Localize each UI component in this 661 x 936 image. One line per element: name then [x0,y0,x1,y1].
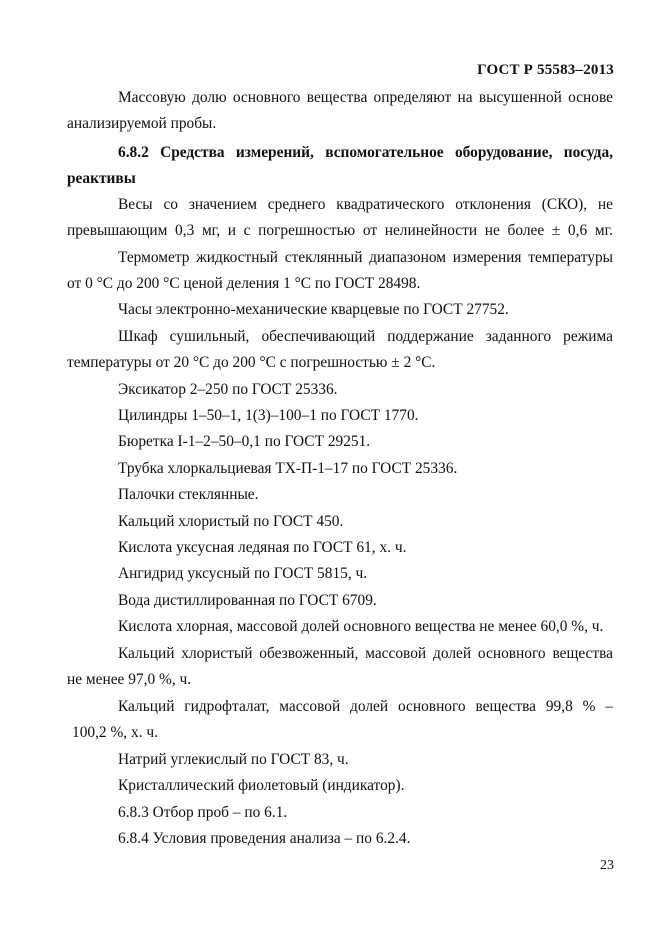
text-line-distilled-water: Вода дистиллированная по ГОСТ 6709. [118,592,377,609]
text-line-anhydrous-cacl-cont: не менее 97,0 %, ч. [67,671,192,688]
section-6-8-3: 6.8.3 Отбор проб – по 6.1. [118,804,288,821]
text-line-cylinders: Цилиндры 1–50–1, 1(3)–100–1 по ГОСТ 1770. [118,407,419,424]
text-line-tube: Трубка хлоркальциевая ТХ-П-1–17 по ГОСТ 25336. [118,460,458,477]
section-heading-6-8-2-cont: реактивы [67,170,136,187]
text-line-scales: Весы со значением среднего квадратического отклонения (СКО), не [118,196,613,213]
text-line-acetic-anhydride: Ангидрид уксусный по ГОСТ 5815, ч. [118,565,368,582]
page-number: 23 [600,858,614,873]
text-line-sodium-carbonate: Натрий углекислый по ГОСТ 83, ч. [118,751,349,768]
document-header-gost: ГОСТ Р 55583–2013 [477,62,614,78]
text-line-thermometer-cont: от 0 °С до 200 °С ценой деления 1 °С по ГОСТ 28498. [67,275,421,292]
text-line-desiccator: Эксикатор 2–250 по ГОСТ 25336. [118,381,338,398]
text-line-anhydrous-cacl: Кальций хлористый обезвоженный, массовой долей основного вещества [118,645,613,662]
text-line-oven: Шкаф сушильный, обеспечивающий поддержание заданного режима [118,328,613,345]
text-line-hydrophthalate-cont: 100,2 %, х. ч. [72,724,158,741]
text-line-glass-rods: Палочки стеклянные. [118,486,259,503]
text-line-2: анализируемой пробы. [67,115,217,132]
text-line-acetic-acid: Кислота уксусная ледяная по ГОСТ 61, х. ч. [118,539,407,556]
text-line-perchloric-acid: Кислота хлорная, массовой долей основного вещества не менее 60,0 %, ч. [118,618,604,635]
text-line-burette: Бюретка I-1–2–50–0,1 по ГОСТ 29251. [118,433,371,450]
text-line-crystal-violet: Кристаллический фиолетовый (индикатор). [118,777,405,794]
text-line-scales-cont: превышающим 0,3 мг, и с погрешностью от нелинейности не более ± 0,6 мг. [67,222,613,239]
text-line-oven-cont: температуры от 20 °С до 200 °С с погрешностью ± 2 °С. [67,354,436,371]
text-line-thermometer: Термометр жидкостный стеклянный диапазоном измерения температуры [118,249,613,266]
text-line-clock: Часы электронно-механические кварцевые по ГОСТ 27752. [118,301,509,318]
text-line-hydrophthalate: Кальций гидрофталат, массовой долей основного вещества 99,8 % – [118,698,613,715]
text-line-1: Массовую долю основного вещества определяют на высушенной основе [118,89,613,106]
text-line-calcium-chloride: Кальций хлористый по ГОСТ 450. [118,513,344,530]
section-6-8-4: 6.8.4 Условия проведения анализа – по 6.2.4. [118,830,411,847]
section-heading-6-8-2: 6.8.2 Средства измерений, вспомогательное оборудование, посуда, [118,144,613,161]
